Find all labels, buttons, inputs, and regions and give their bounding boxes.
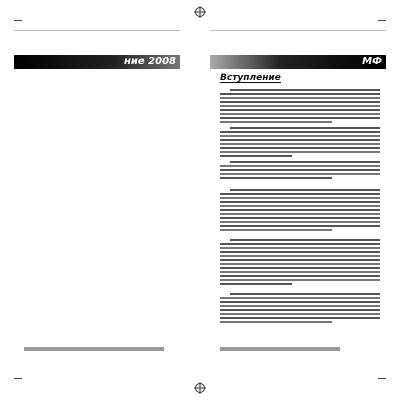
- crop-mark: [378, 20, 386, 21]
- crop-mark: [14, 378, 22, 379]
- left-page: [14, 30, 180, 377]
- text-block-6: [220, 293, 380, 325]
- text-block-3: [220, 161, 380, 181]
- section-title: Вступление: [220, 73, 281, 83]
- left-footer-line: [24, 347, 164, 351]
- crop-mark: [378, 378, 386, 379]
- left-header-text: ние 2008: [123, 56, 176, 67]
- text-block-1: [220, 89, 380, 125]
- right-page: [210, 30, 386, 377]
- book-spread: [14, 30, 386, 376]
- text-block-5: [220, 239, 380, 287]
- left-header-bar: [14, 55, 180, 69]
- crop-mark: [14, 20, 22, 21]
- text-block-4: [220, 189, 380, 233]
- spine: [180, 30, 210, 376]
- text-block-2: [220, 127, 380, 159]
- right-header-bar: [210, 55, 386, 69]
- registration-mark-icon: [194, 382, 206, 394]
- registration-mark-icon: [194, 6, 206, 18]
- right-footer-line: [220, 347, 340, 351]
- right-header-text: МФ: [362, 56, 382, 67]
